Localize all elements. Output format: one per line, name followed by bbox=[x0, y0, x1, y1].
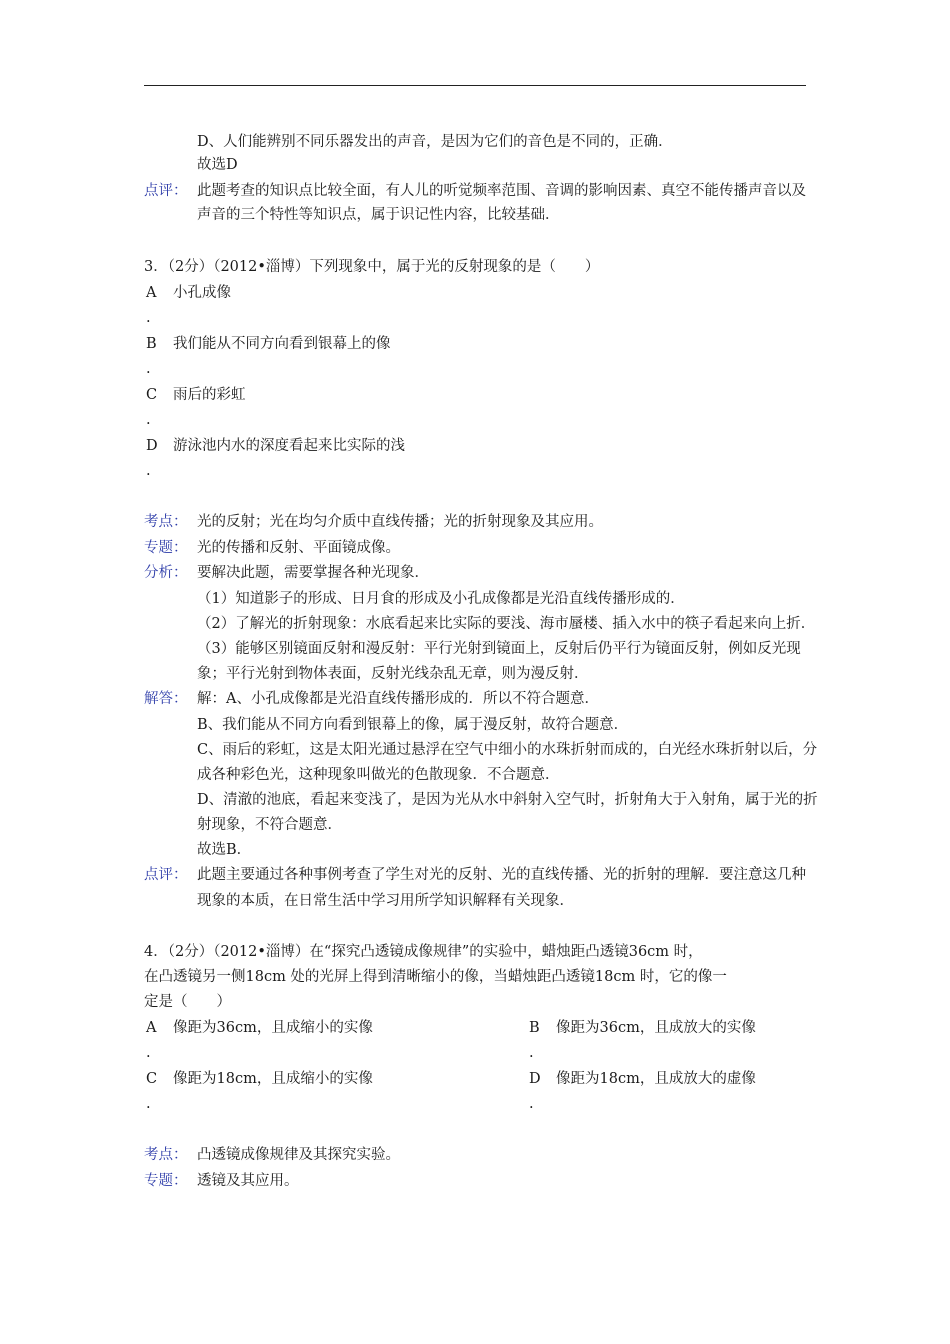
q4-option-letter: D bbox=[529, 1071, 541, 1087]
option-dot: . bbox=[146, 412, 151, 428]
q3-jieda-label: 解答： bbox=[144, 691, 188, 707]
option-dot: . bbox=[529, 1045, 534, 1061]
option-dot: . bbox=[146, 310, 151, 326]
q3-fenxi-line: （3）能够区别镜面反射和漫反射：平行光射到镜面上，反射后仍平行为镜面反射，例如反光现 bbox=[197, 641, 801, 657]
q3-jieda-line: 解：A、小孔成像都是光沿直线传播形成的．所以不符合题意． bbox=[197, 691, 599, 707]
q4-option-text: 像距为18cm，且成缩小的实像 bbox=[173, 1071, 373, 1087]
q3-jieda-line: C、雨后的彩虹，这是太阳光通过悬浮在空气中细小的水珠折射而成的，白光经水珠折射以后，分 bbox=[197, 742, 818, 758]
q3-kaodian-label: 考点： bbox=[144, 514, 188, 530]
q4-zhuanti: 透镜及其应用。 bbox=[197, 1173, 299, 1189]
q4-zhuanti-label: 专题： bbox=[144, 1173, 188, 1189]
q3-jieda-line: 成各种彩色光，这种现象叫做光的色散现象．不合题意． bbox=[197, 767, 560, 783]
q4-stem-line: 定是（ ） bbox=[144, 994, 231, 1010]
option-dot: . bbox=[529, 1096, 534, 1112]
q3-dianping-line: 现象的本质，在日常生活中学习用所学知识解释有关现象． bbox=[197, 893, 574, 909]
q3-option-text: 我们能从不同方向看到银幕上的像 bbox=[173, 336, 391, 352]
prev-comment-line: 此题考查的知识点比较全面，有人儿的听觉频率范围、音调的影响因素、真空不能传播声音以及 bbox=[197, 183, 806, 199]
q4-kaodian: 凸透镜成像规律及其探究实验。 bbox=[197, 1147, 400, 1163]
q3-option-letter: C bbox=[146, 387, 158, 403]
q4-stem-line: 在凸透镜另一侧18cm 处的光屏上得到清晰缩小的像，当蜡烛距凸透镜18cm 时，它的像一 bbox=[144, 969, 727, 985]
q3-option-text: 小孔成像 bbox=[173, 285, 231, 301]
q3-fenxi-line: 要解决此题，需要掌握各种光现象． bbox=[197, 565, 429, 581]
q3-option-letter: B bbox=[146, 336, 157, 352]
option-dot: . bbox=[146, 463, 151, 479]
q3-fenxi-line: （2）了解光的折射现象：水底看起来比实际的要浅、海市蜃楼、插入水中的筷子看起来向上折． bbox=[197, 616, 816, 632]
prev-answer: 故选D bbox=[197, 157, 238, 173]
prev-option-d-analysis: D、人们能辨别不同乐器发出的声音，是因为它们的音色是不同的，正确． bbox=[197, 134, 673, 150]
q3-jieda-line: B、我们能从不同方向看到银幕上的像，属于漫反射，故符合题意． bbox=[197, 717, 629, 733]
option-dot: . bbox=[146, 1045, 151, 1061]
q3-fenxi-label: 分析： bbox=[144, 565, 188, 581]
q4-option-letter: C bbox=[146, 1071, 158, 1087]
q4-option-letter: B bbox=[529, 1020, 540, 1036]
option-dot: . bbox=[146, 361, 151, 377]
q3-fenxi-line: 象；平行光射到物体表面，反射光线杂乱无章，则为漫反射． bbox=[197, 666, 589, 682]
q4-option-text: 像距为18cm，且成放大的虚像 bbox=[556, 1071, 756, 1087]
q3-kaodian: 光的反射；光在均匀介质中直线传播；光的折射现象及其应用。 bbox=[197, 514, 603, 530]
q3-jieda-line: D、清澈的池底，看起来变浅了，是因为光从水中斜射入空气时，折射角大于入射角，属于光的折 bbox=[197, 792, 818, 808]
q3-dianping-line: 此题主要通过各种事例考查了学生对光的反射、光的直线传播、光的折射的理解．要注意这几种 bbox=[197, 867, 806, 883]
q3-option-text: 雨后的彩虹 bbox=[173, 387, 246, 403]
q3-fenxi-line: （1）知道影子的形成、日月食的形成及小孔成像都是光沿直线传播形成的． bbox=[197, 591, 685, 607]
q3-jieda-line: 射现象，不符合题意． bbox=[197, 817, 342, 833]
q3-option-letter: A bbox=[146, 285, 157, 301]
q4-stem-line: 4．（2分）（2012•淄博）在“探究凸透镜成像规律”的实验中，蜡烛距凸透镜36cm 时， bbox=[144, 944, 703, 960]
q3-stem: 3．（2分）（2012•淄博）下列现象中，属于光的反射现象的是（ ） bbox=[144, 259, 600, 275]
q4-option-text: 像距为36cm，且成放大的实像 bbox=[556, 1020, 756, 1036]
q3-zhuanti-label: 专题： bbox=[144, 540, 188, 556]
option-dot: . bbox=[146, 1096, 151, 1112]
q4-option-letter: A bbox=[146, 1020, 157, 1036]
q4-option-text: 像距为36cm，且成缩小的实像 bbox=[173, 1020, 373, 1036]
q3-option-letter: D bbox=[146, 438, 158, 454]
q3-zhuanti: 光的传播和反射、平面镜成像。 bbox=[197, 540, 400, 556]
q3-dianping-label: 点评： bbox=[144, 867, 188, 883]
q3-jieda-line: 故选B． bbox=[197, 842, 252, 858]
q4-kaodian-label: 考点： bbox=[144, 1147, 188, 1163]
q3-option-text: 游泳池内水的深度看起来比实际的浅 bbox=[173, 438, 405, 454]
prev-comment-line: 声音的三个特性等知识点，属于识记性内容，比较基础． bbox=[197, 207, 560, 223]
header-rule bbox=[144, 85, 806, 86]
prev-comment-label: 点评： bbox=[144, 183, 188, 199]
